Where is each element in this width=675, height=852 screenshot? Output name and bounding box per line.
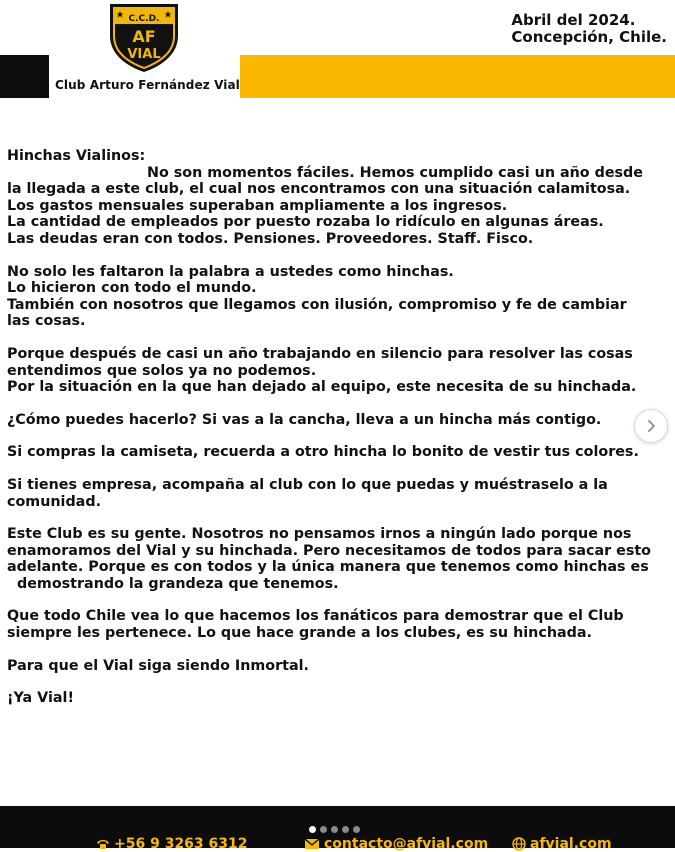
letter-line: Que todo Chile vea lo que hacemos los fanáticos para demostrar que el Club (7, 608, 624, 625)
letter-line: Las deudas eran con todos. Pensiones. Proveedores. Staff. Fisco. (7, 230, 534, 247)
letter-line: Este Club es su gente. Nosotros no pensamos irnos a ningún lado porque nos (7, 526, 632, 543)
date-text: Abril del 2024. (511, 11, 636, 29)
phone-icon (96, 838, 110, 850)
club-crest-logo (106, 2, 182, 74)
header-yellow-band (240, 55, 675, 98)
paragraph (7, 264, 669, 330)
paragraph (7, 444, 669, 461)
letter-line: enamoramos del Vial y su hinchada. Pero necesitamos de todos para sacar esto (7, 542, 652, 559)
letter-line: Por la situación en la que han dejado al equipo, este necesita de su hinchada. (7, 379, 637, 396)
header-black-block (0, 55, 49, 98)
logo-top-text: C.C.D. (128, 14, 160, 24)
letter-line: La cantidad de empleados por puesto rozaba lo ridículo en algunas áreas. (7, 214, 604, 231)
website-text[interactable]: afvial.com (530, 836, 612, 852)
email-text[interactable]: contacto@afvial.com (324, 836, 489, 852)
letter-line: entendimos que solos ya no podemos. (7, 362, 317, 379)
chevron-right-icon (644, 419, 658, 433)
letter-line: También con nosotros que llegamos con ilusión, compromiso y fe de cambiar (7, 296, 627, 313)
paragraph (7, 526, 669, 592)
paragraph (7, 608, 669, 641)
carousel-dot[interactable] (309, 826, 316, 833)
paragraph (7, 477, 669, 510)
letter-line: No solo les faltaron la palabra a ustedes como hinchas. (7, 263, 454, 280)
carousel-dots (309, 826, 360, 833)
carousel-dot[interactable] (342, 826, 349, 833)
letter-line: comunidad. (7, 493, 101, 510)
club-name: Club Arturo Fernández Vial (55, 78, 240, 92)
letter-line: demostrando la grandeza que tenemos. (17, 575, 339, 592)
place-text: Concepción, Chile. (511, 28, 667, 46)
paragraph (7, 658, 669, 675)
footer-phone (96, 836, 248, 852)
carousel-dot[interactable] (331, 826, 338, 833)
letter-body (7, 148, 669, 723)
globe-icon (512, 837, 526, 851)
letter-line: Si compras la camiseta, recuerda a otro hincha lo bonito de vestir tus colores. (7, 444, 639, 461)
paragraph (7, 412, 669, 429)
paragraph (7, 148, 669, 248)
carousel-dot[interactable] (353, 826, 360, 833)
salutation: Hinchas Vialinos: (7, 148, 146, 164)
closing-line: ¡Ya Vial! (7, 690, 74, 707)
letter-line: siempre les pertenece. Lo que hace grande a los clubes, es su hinchada. (7, 625, 592, 642)
paragraph (7, 346, 669, 396)
letter-line: Porque después de casi un año trabajando en silencio para resolver las cosas (7, 345, 633, 362)
carousel-dot[interactable] (320, 826, 327, 833)
footer-website (512, 836, 612, 852)
letter-line: No son momentos fáciles. Hemos cumplido casi un año desde (147, 164, 643, 181)
letter-line: ¿Cómo puedes hacerlo? Si vas a la cancha, lleva a un hincha más contigo. (7, 411, 602, 428)
paragraph (7, 690, 669, 707)
mail-icon (304, 838, 320, 850)
letter-line: Los gastos mensuales superaban ampliamente a los ingresos. (7, 197, 508, 214)
footer-email (304, 836, 488, 852)
dateline (511, 12, 667, 46)
letter-line: la llegada a este club, el cual nos encontramos con una situación calamitosa. (7, 181, 631, 198)
phone-text: +56 9 3263 6312 (114, 836, 248, 852)
letter-line: las cosas. (7, 313, 86, 330)
letter-line: Si tienes empresa, acompaña al club con lo que puedas y muéstraselo a la (7, 476, 608, 493)
carousel-next-button[interactable] (634, 409, 668, 443)
logo-bottom-text: VIAL (127, 47, 161, 62)
letter-line: Para que el Vial siga siendo Inmortal. (7, 657, 309, 674)
logo-main-text: AF (132, 27, 156, 46)
letterhead (0, 0, 675, 100)
letter-line: Lo hicieron con todo el mundo. (7, 280, 257, 297)
letter-line: adelante. Porque es con todos y la única manera que tenemos como hinchas es (7, 559, 649, 576)
